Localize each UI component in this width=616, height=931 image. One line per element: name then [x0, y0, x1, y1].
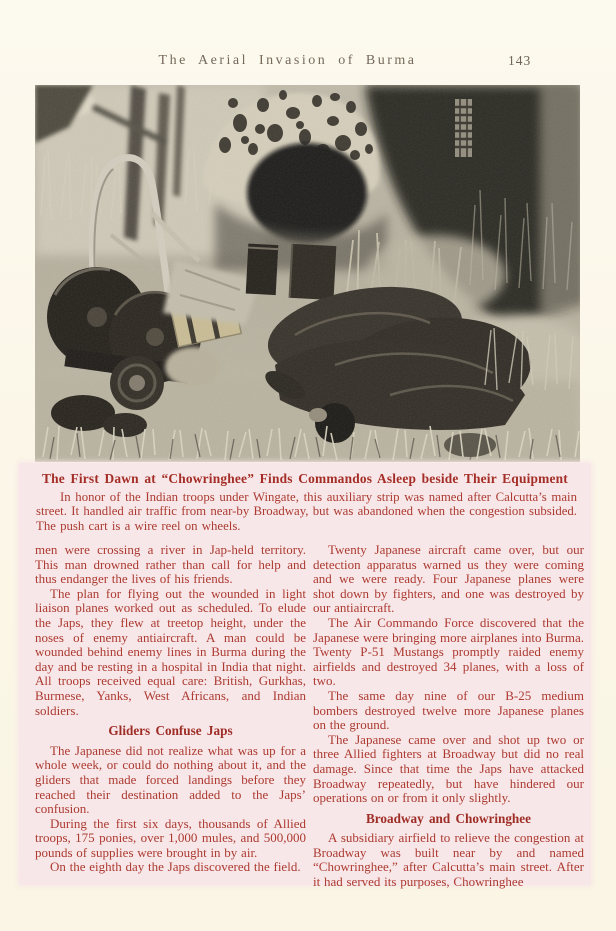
- paragraph: The same day nine of our B-25 medium bombers destroyed twelve more Japanese planes on the ground.: [313, 687, 584, 733]
- paragraph: Twenty Japanese aircraft came over, but our detection apparatus warned us they were coming and we were ready. Four Japanese planes were shot down by fighters, and one was destroyed by our antiaircraft.: [313, 542, 584, 616]
- page-number: 143: [508, 53, 532, 68]
- caption-body: In honor of the Indian troops under Wingate, this auxiliary strip was named after Calcutta’s main street. It handled air traffic from near-by Broadway, but was abandoned when the congestion subsided. The push cart is a wire reel on wheels.: [36, 490, 577, 533]
- photo: [35, 85, 580, 462]
- paragraph: men were crossing a river in Jap-held territory. This man drowned rather than call for help and thus endanger the lives of his friends.: [35, 542, 306, 587]
- page-title: The Aerial Invasion of Burma: [158, 53, 417, 68]
- section-heading: Gliders Confuse Japs: [108, 723, 233, 739]
- paragraph: A subsidiary airfield to relieve the congestion at Broadway was built near by and named “Chowringhee,” after Calcutta’s main street. After it had served its purposes, Chowringhee: [313, 830, 584, 890]
- paragraph: The Japanese did not realize what was up for a whole week, or could do nothing about it, and the gliders that made forced landings before they reached their destination added to the Japs’ confusion.: [35, 742, 306, 817]
- running-head: [35, 53, 540, 73]
- column-left: [35, 543, 306, 875]
- paragraph: The Japanese came over and shot up two or three Allied fighters at Broadway but did no real damage. Since that time the Japs have attacked Broadway repeatedly, but have hindered our operations on or from it only slightly.: [313, 731, 584, 806]
- paragraph: During the first six days, thousands of Allied troops, 175 ponies, over 1,000 mules, and 500,000 pounds of supplies were brought in by air.: [35, 815, 306, 860]
- paragraph: The plan for flying out the wounded in light liaison planes worked out as scheduled. To elude the Japs, they flew at treetop height, under the noses of enemy antiaircraft. A man could be wounded behind enemy lines in Burma during the day and be resting in a hospital in India that night. All troops received equal care: British, Gurkhas, Burmese, Yanks, West Africans, and Indian soldiers.: [35, 585, 306, 718]
- paragraph: The Air Commando Force discovered that the Japanese were bringing more airplanes into Burma. Twenty P-51 Mustangs promptly raided enemy airfields and destroyed 34 planes, with a loss of two.: [313, 614, 584, 689]
- caption-title: The First Dawn at “Chowringhee” Finds Commandos Asleep beside Their Equipment: [42, 471, 568, 486]
- paragraph: On the eighth day the Japs discovered the field.: [50, 859, 301, 875]
- photo-illustration: [35, 85, 580, 462]
- section-heading: Broadway and Chowringhee: [366, 810, 531, 826]
- column-right: [313, 543, 584, 890]
